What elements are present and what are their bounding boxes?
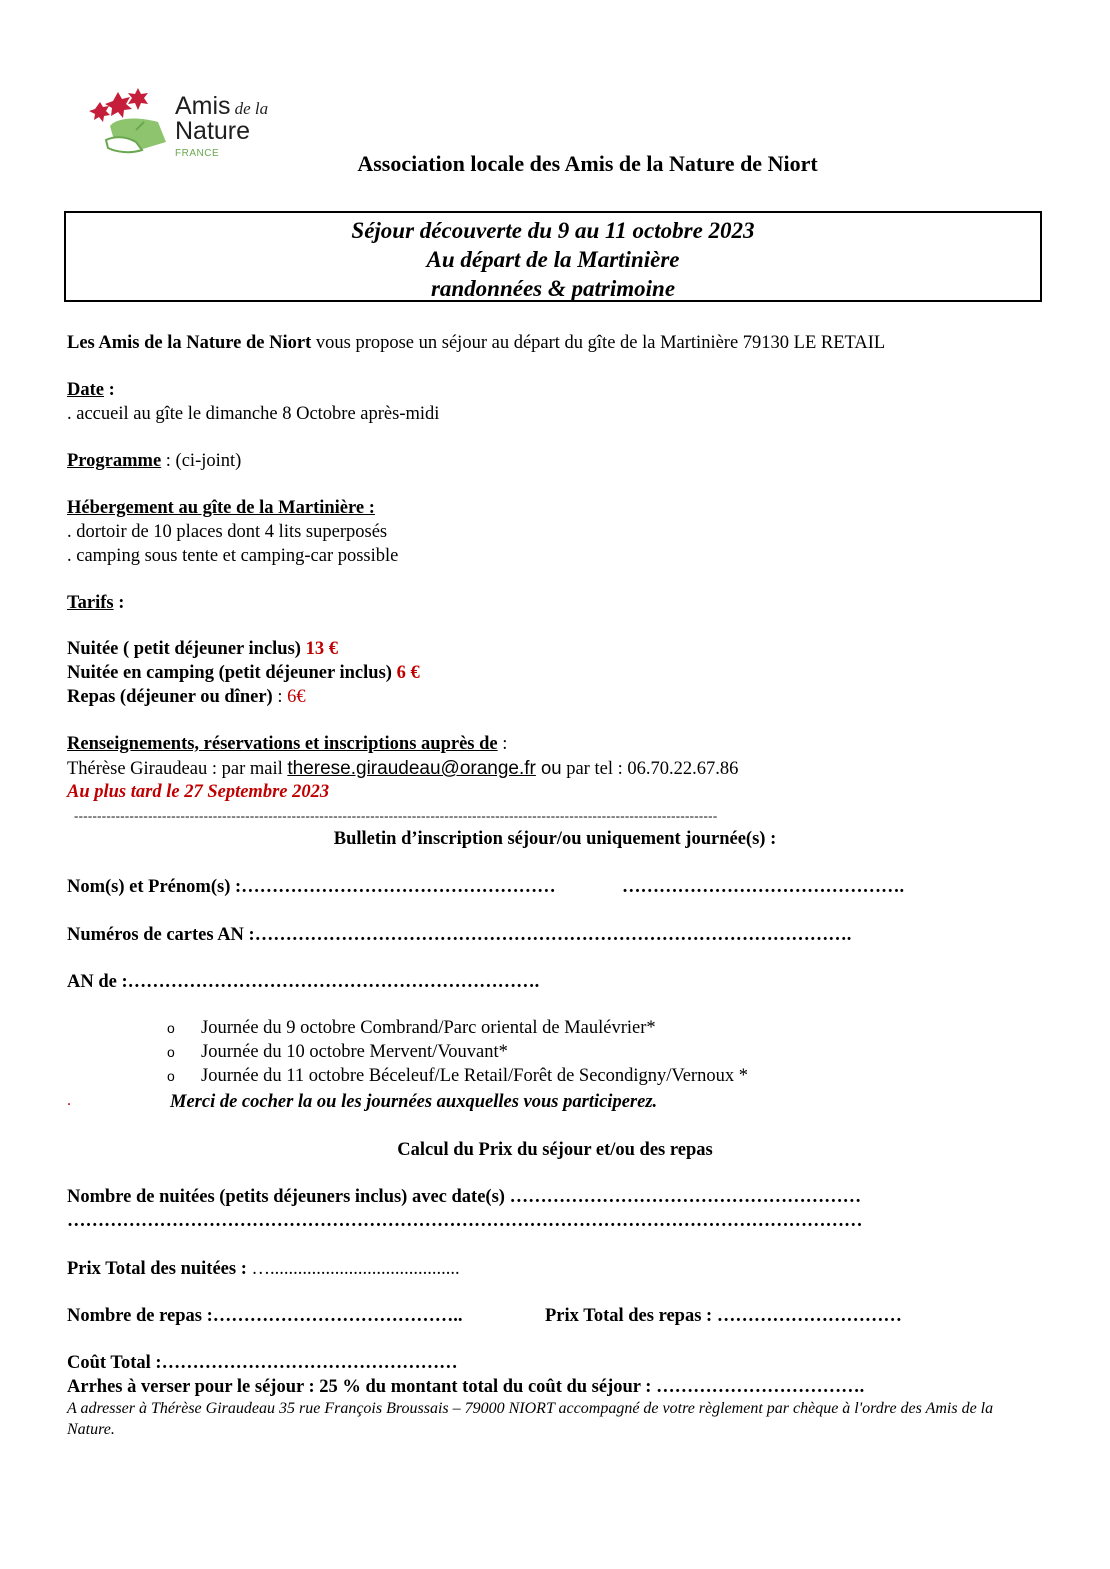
tarif-camping: Nuitée en camping (petit déjeuner inclus) 6 €	[67, 663, 420, 683]
prix-nuitees-field: Prix Total des nuitées : ….........................................	[67, 1259, 460, 1279]
merci-text: Merci de cocher la ou les journées auxquelles vous participerez.	[170, 1092, 658, 1112]
cartes-dots[interactable]: …………………………………………………………………………………….	[254, 925, 852, 945]
tarif-repas-price: 6€	[287, 687, 306, 707]
dashed-separator: -------------------------------------------------------------------------------------------------------------------------------------------	[74, 808, 718, 823]
journee-checkbox-1[interactable]: o	[167, 1020, 175, 1036]
stay-title-line2: Au départ de la Martinière	[426, 247, 680, 272]
cout-total-dots[interactable]: …………………………………………	[161, 1353, 458, 1373]
flower-icon	[89, 88, 148, 122]
repas-field: Nombre de repas :…………………………………..	[67, 1306, 463, 1326]
contact-heading: Renseignements, réservations et inscriptions auprès de :	[67, 734, 508, 754]
deadline-text: Au plus tard le 27 Septembre 2023	[67, 782, 330, 802]
an-field: AN de :………………………………………………………….	[67, 972, 540, 992]
noms-dots-2[interactable]: ……………………………………….	[622, 877, 905, 897]
intro-bold: Les Amis de la Nature de Niort	[67, 333, 312, 353]
programme-heading: Programme	[67, 451, 162, 471]
journee-label-2: Journée du 10 octobre Mervent/Vouvant*	[201, 1042, 508, 1062]
date-heading: Date :	[67, 380, 115, 400]
date-line: . accueil au gîte le dimanche 8 Octobre après-midi	[67, 404, 440, 424]
tarif-nuitee: Nuitée ( petit déjeuner inclus) 13 €	[67, 639, 338, 659]
intro-rest: vous propose un séjour au départ du gîte de la Martinière 79130 LE RETAIL	[311, 333, 886, 353]
logo-text-de-la: de la	[234, 99, 269, 118]
stay-title-line3: randonnées & patrimoine	[430, 276, 676, 301]
footer-note: A adresser à Thérèse Giraudeau 35 rue François Broussais – 79000 NIORT accompagné de votre règlement par chèque à l'ordre des Amis de la Nature.	[67, 1400, 994, 1438]
email-link[interactable]: therese.giraudeau@orange.fr	[287, 758, 536, 779]
stay-title-box	[64, 211, 1042, 302]
journee-checkbox-3[interactable]: o	[167, 1068, 175, 1084]
noms-dots-1[interactable]: ……………………………………………	[241, 877, 556, 897]
prix-nuitees-dots[interactable]: ….........................................	[251, 1259, 460, 1279]
stay-title-line1: Séjour découverte du 9 au 11 octobre 2023	[351, 218, 755, 243]
logo-text-france: FRANCE	[175, 148, 220, 159]
tarifs-heading: Tarifs :	[67, 593, 125, 613]
journee-label-3: Journée du 11 octobre Béceleuf/Le Retail/Forêt de Secondigny/Vernoux *	[201, 1066, 748, 1086]
nuitees-dots[interactable]: …………………………………………………	[509, 1187, 862, 1207]
prix-repas-field: Prix Total des repas : …………………………	[545, 1306, 902, 1326]
hands-icon	[106, 119, 166, 153]
calcul-title: Calcul du Prix du séjour et/ou des repas	[397, 1140, 713, 1160]
cartes-field: Numéros de cartes AN :…………………………………………………………………………………….	[67, 925, 852, 945]
tarif-nuitee-price: 13 €	[305, 639, 338, 659]
repas-dots[interactable]: …………………………………..	[212, 1306, 463, 1326]
prix-repas-dots[interactable]: …………………………	[716, 1306, 902, 1326]
an-dots[interactable]: ………………………………………………………….	[127, 972, 540, 992]
tarif-camping-price: 6 €	[396, 663, 420, 683]
journee-label-1: Journée du 9 octobre Combrand/Parc oriental de Maulévrier*	[201, 1018, 656, 1038]
intro-paragraph	[67, 331, 885, 355]
logo-text-amis: Amis de la	[175, 92, 269, 120]
journee-checkbox-2[interactable]: o	[167, 1044, 175, 1060]
noms-field: Nom(s) et Prénom(s) :……………………………………………	[67, 877, 556, 897]
tarif-repas: Repas (déjeuner ou dîner) : 6€	[67, 687, 306, 707]
red-dot-mark: .	[67, 1092, 71, 1109]
bulletin-title: Bulletin d’inscription séjour/ou uniquement journée(s) :	[333, 829, 777, 849]
hebergement-line2: . camping sous tente et camping-car possible	[67, 546, 399, 566]
programme-line: Programme : (ci-joint)	[67, 451, 242, 471]
arrhes-dots[interactable]: …………………………….	[656, 1377, 865, 1397]
association-title: Association locale des Amis de la Nature de Niort	[357, 151, 818, 176]
arrhes-field: Arrhes à verser pour le séjour : 25 % du montant total du coût du séjour : …………………………….	[67, 1377, 865, 1397]
cout-total-field: Coût Total :…………………………………………	[67, 1353, 458, 1373]
hebergement-line1: . dortoir de 10 places dont 4 lits superposés	[67, 522, 388, 542]
logo-text-nature: Nature	[175, 117, 251, 145]
hebergement-heading: Hébergement au gîte de la Martinière :	[67, 498, 375, 518]
contact-line: Thérèse Giraudeau : par mail therese.giraudeau@orange.fr ou par tel : 06.70.22.67.86	[67, 757, 739, 779]
nuitees-dots-line2[interactable]: …………………………………………………………………………………………………………………	[67, 1211, 863, 1231]
nuitees-field: Nombre de nuitées (petits déjeuners inclus) avec date(s) …………………………………………………	[67, 1187, 862, 1207]
